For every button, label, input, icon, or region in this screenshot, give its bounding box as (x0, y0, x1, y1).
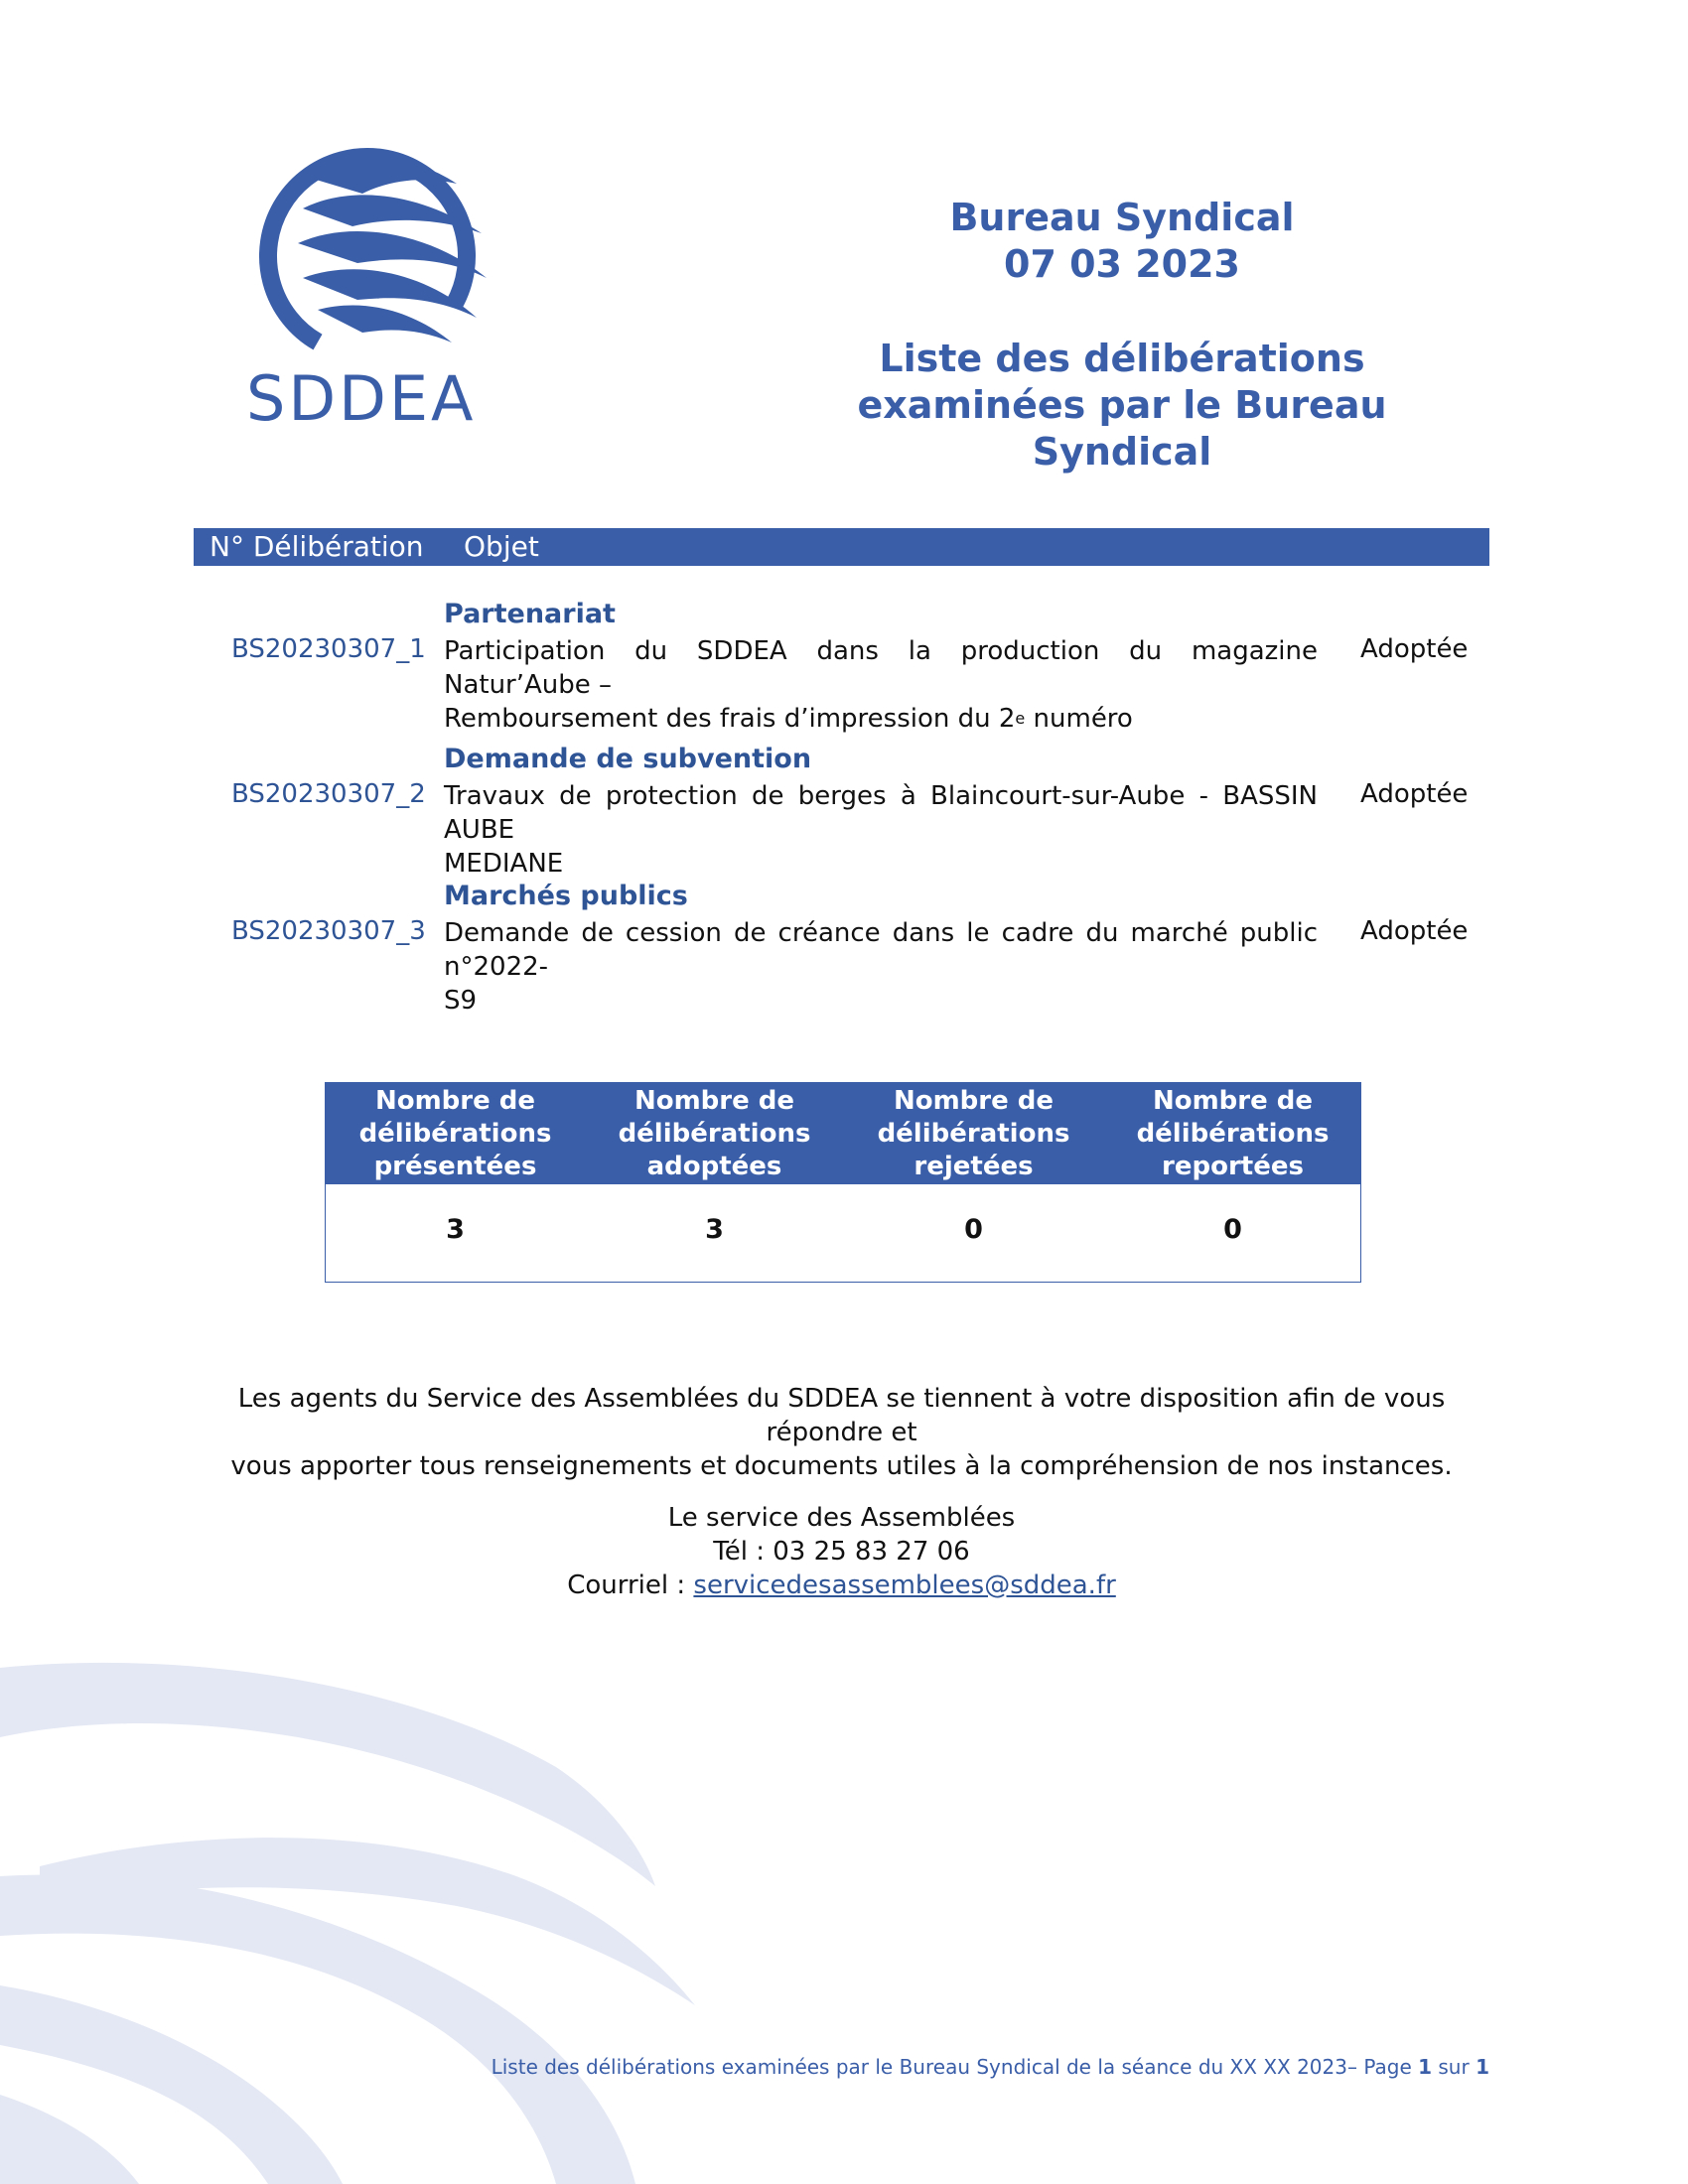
row-object-line-2: MEDIANE (444, 849, 564, 879)
summary-header-rejected (844, 1083, 1103, 1183)
summary-header-label (844, 1083, 1103, 1183)
row-object-text-end: numéro (1025, 704, 1133, 734)
summary-header-presented (326, 1083, 585, 1183)
summary-value-presented: 3 (446, 1214, 465, 1245)
summary-label-line: Nombre de (633, 1086, 795, 1116)
summary-header-label (585, 1083, 844, 1183)
title-line-4: examinées par le Bureau Syndical (857, 383, 1387, 474)
page-footer (194, 2055, 1489, 2079)
row-object-line: Demande de cession de créance dans le cadre du marché public n°2022- (444, 918, 1318, 982)
document-title (774, 195, 1470, 476)
row-object (444, 634, 1318, 736)
row-status: Adoptée (1360, 634, 1469, 664)
summary-value-rejected: 0 (964, 1214, 983, 1245)
service-name: Le service des Assemblées (667, 1503, 1016, 1533)
title-line-1: Bureau Syndical (949, 196, 1295, 239)
footer-page-number: 1 (1418, 2055, 1433, 2079)
footer-page-total: 1 (1476, 2055, 1489, 2079)
email-link[interactable]: servicedesassemblees@sddea.fr (693, 1570, 1116, 1600)
deliberations-table-header (194, 528, 1489, 566)
row-object-line: Travaux de protection de berges à Blaincourt-sur-Aube - BASSIN AUBE (444, 781, 1318, 845)
contact-paragraph (194, 1382, 1489, 1483)
summary-value-adopted: 3 (705, 1214, 724, 1245)
summary-label-line: délibérations (1136, 1119, 1330, 1149)
summary-header-label (326, 1083, 585, 1183)
summary-table-header (326, 1083, 1360, 1184)
watermark-wave-icon (0, 1628, 1688, 2184)
summary-label-line: adoptées (646, 1152, 782, 1181)
summary-header-label (1103, 1083, 1362, 1183)
row-category: Partenariat (444, 599, 616, 629)
footer-text: Liste des délibérations examinées par le Bureau Syndical de la séance du XX XX 2023– Page (491, 2055, 1419, 2079)
row-status: Adoptée (1360, 779, 1469, 809)
summary-label-line: reportées (1162, 1152, 1304, 1181)
row-number: BS20230307_3 (231, 916, 426, 946)
row-number: BS20230307_1 (231, 634, 426, 664)
summary-header-adopted (585, 1083, 844, 1183)
summary-label-line: Nombre de (1152, 1086, 1314, 1116)
row-object (444, 916, 1318, 1018)
title-line-3: Liste des délibérations (879, 337, 1365, 380)
summary-label-line: présentées (373, 1152, 537, 1181)
footer-of: sur (1432, 2055, 1477, 2079)
service-contact-block (194, 1501, 1489, 1602)
summary-label-line: Nombre de (374, 1086, 536, 1116)
summary-label-line: Nombre de (893, 1086, 1055, 1116)
row-object-line: Participation du SDDEA dans la production du magazine Natur’Aube – (444, 636, 1318, 700)
service-phone: Tél : 03 25 83 27 06 (713, 1537, 970, 1567)
contact-line: Les agents du Service des Assemblées du SDDEA se tiennent à votre disposition afin de vous répondre et (237, 1384, 1446, 1447)
logo-wordmark: SDDEA (246, 362, 477, 435)
row-status: Adoptée (1360, 916, 1469, 946)
row-object (444, 779, 1318, 881)
summary-label-line: délibérations (618, 1119, 811, 1149)
row-category: Demande de subvention (444, 744, 812, 774)
contact-line: vous apporter tous renseignements et documents utiles à la compréhension de nos instances. (230, 1451, 1453, 1481)
row-number: BS20230307_2 (231, 779, 426, 809)
row-object-line-2 (444, 702, 1318, 736)
summary-label-line: délibérations (877, 1119, 1070, 1149)
column-header-object: Objet (464, 530, 539, 563)
ordinal-superscript: e (1015, 709, 1026, 728)
row-object-line-2: S9 (444, 986, 478, 1016)
row-object-text: Remboursement des frais d’impression du 2 (444, 704, 1016, 734)
summary-value-postponed: 0 (1223, 1214, 1242, 1245)
summary-label-line: rejetées (914, 1152, 1034, 1181)
row-category: Marchés publics (444, 881, 688, 911)
title-date: 07 03 2023 (1004, 242, 1240, 286)
summary-header-postponed (1103, 1083, 1362, 1183)
summary-table (325, 1082, 1361, 1283)
mail-label: Courriel : (567, 1570, 694, 1600)
column-header-number: N° Délibération (210, 530, 424, 563)
summary-label-line: délibérations (358, 1119, 552, 1149)
service-mail-line (194, 1569, 1489, 1602)
